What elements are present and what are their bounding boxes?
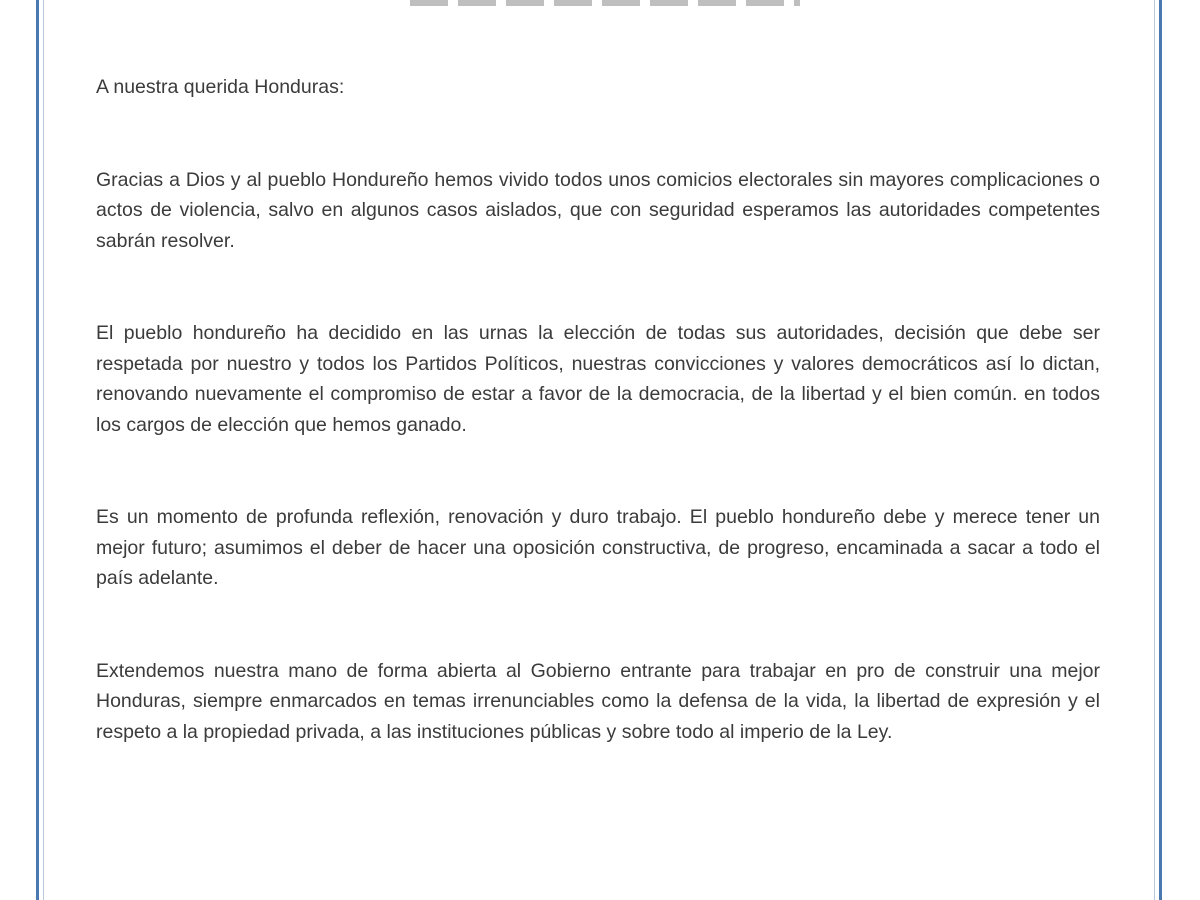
letter-paragraph-3: Es un momento de profunda reflexión, renovación y duro trabajo. El pueblo hondureño debe y merece tener un mejor futuro; asumimos el deber de hacer una oposición constructiva, de progreso, encaminada a sacar a todo el país adelante. [96,506,1100,589]
letter-paragraph-4: Extendemos nuestra mano de forma abierta al Gobierno entrante para trabajar en pro de construir una mejor Honduras, siempre enmarcados en temas irrenunciables como la defensa de la vida, la libertad de expresión y el respeto a la propiedad privada, a las instituciones públicas y sobre todo al imperio de la Ley. [96,659,1100,743]
letter-paragraph-1: Gracias a Dios y al pueblo Hondureño hemos vivido todos unos comicios electorales sin mayores complicaciones o actos de violencia, salvo en algunos casos aislados, que con seguridad esperamos las autoridades competentes sabrán resolver. [96,168,1100,252]
cropped-heading [410,0,800,6]
letter-paragraph-2: El pueblo hondureño ha decidido en las urnas la elección de todas sus autoridades, decisión que debe ser respetada por nuestro y todos los Partidos Políticos, nuestras convicciones y valores democráticos así lo dictan, renovando nuevamente el compromiso de estar a favor de la democracia, de la libertad y el bien común. en todos los cargos de elección que hemos ganado. [96,322,1100,436]
letter-body [96,72,1100,809]
letter-salutation: A nuestra querida Honduras: [96,76,345,98]
